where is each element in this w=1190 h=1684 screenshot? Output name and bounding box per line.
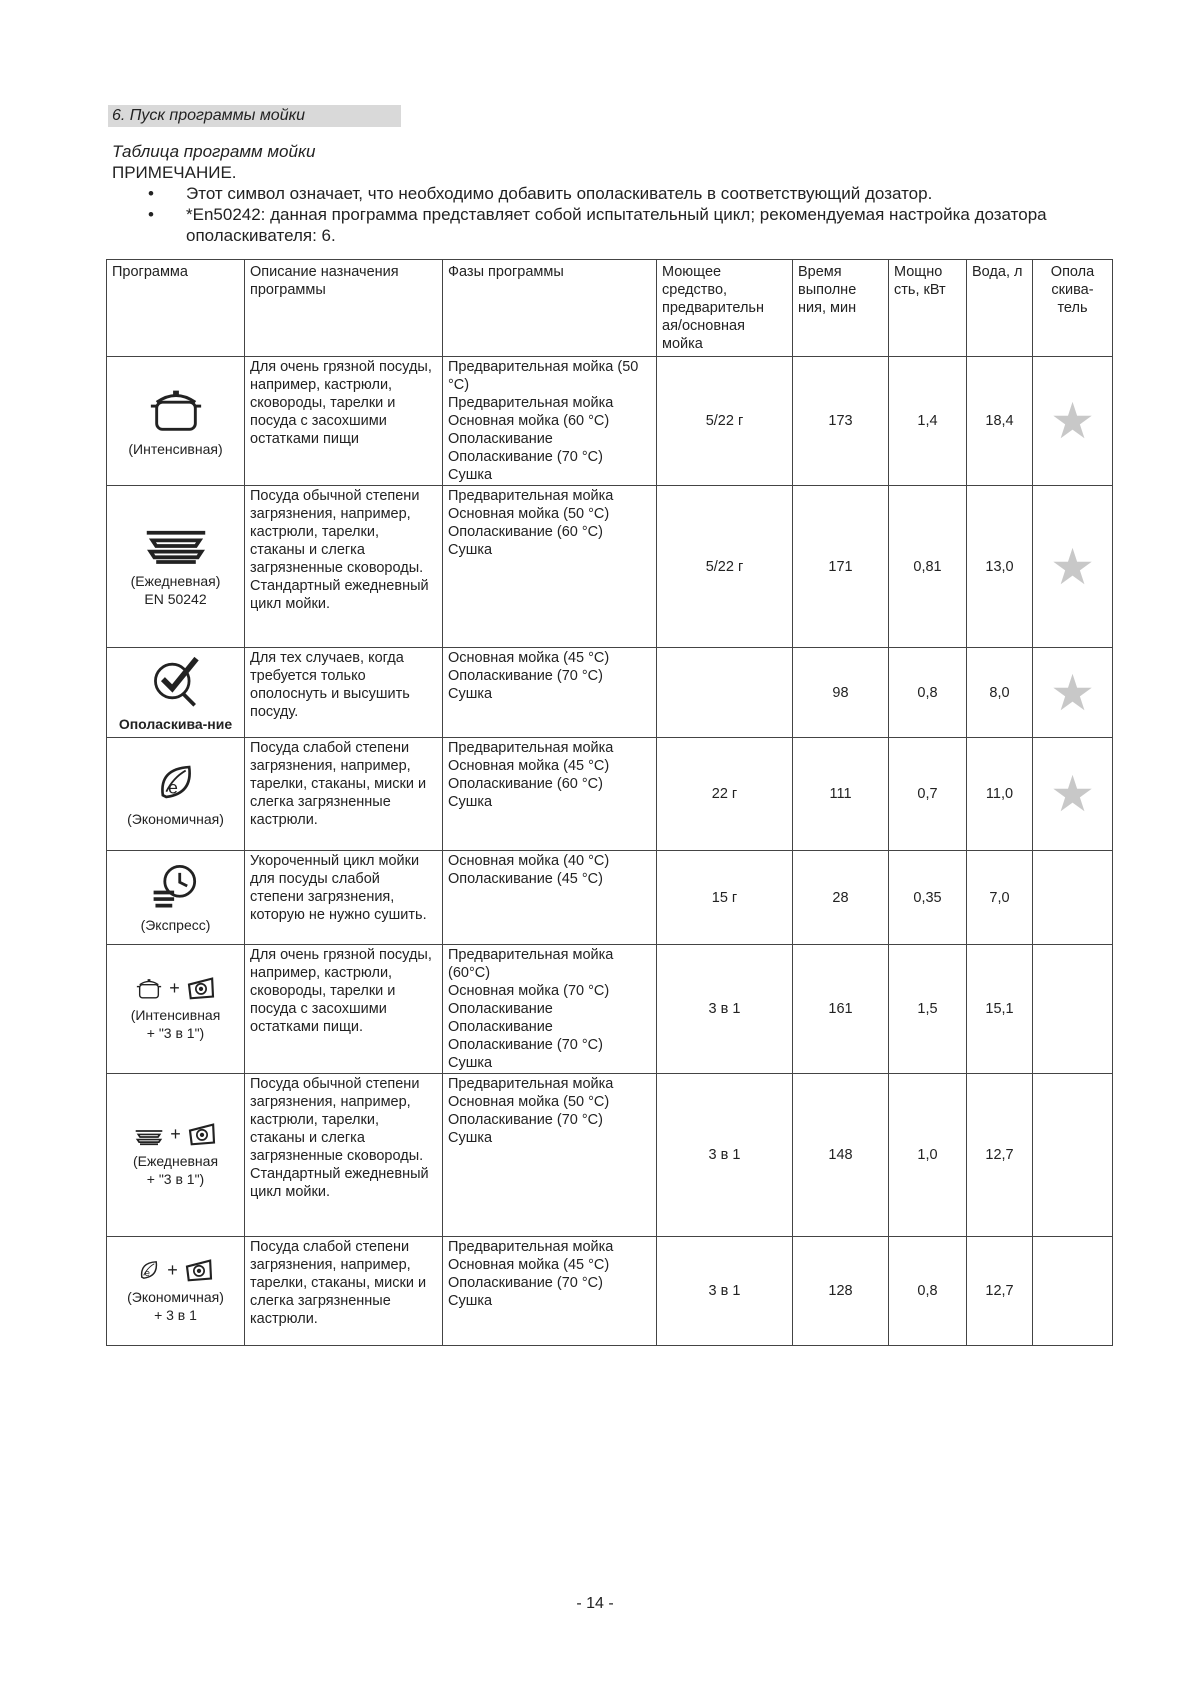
program-cell (107, 945, 245, 1074)
phase-line: Предварительная мойка (50 °C) (448, 359, 639, 393)
phase-line: Основная мойка (50 °C) (448, 1094, 610, 1110)
description-cell: Для очень грязной посуды, например, кастрюли, сковороды, тарелки и посуда с засохшими остатками пищи. (245, 945, 443, 1074)
phases-cell (443, 738, 657, 851)
program-cell (107, 851, 245, 945)
phase-line: Сушка (448, 467, 493, 483)
phases-cell (443, 1074, 657, 1237)
detergent-cell (657, 648, 793, 738)
rinse-aid-cell (1033, 486, 1113, 648)
time-cell: 173 (793, 357, 889, 486)
phase-line: Ополаскивание (70 °C) (448, 449, 603, 465)
note-item (148, 204, 1114, 246)
program-name: Ополаскива-ние (118, 715, 233, 732)
time-cell: 128 (793, 1237, 889, 1346)
phase-line: Предварительная мойка (448, 488, 614, 504)
rinse-aid-cell (1033, 1237, 1113, 1346)
water-cell: 7,0 (967, 851, 1033, 945)
table-subtitle: Таблица программ мойки (112, 142, 316, 161)
table-row (107, 1237, 1113, 1346)
phase-line: Основная мойка (40 °C) (448, 853, 610, 869)
table-header-row (107, 260, 1113, 357)
phase-line: Предварительная мойка (448, 395, 614, 411)
program-name-extra: EN 50242 (144, 590, 207, 607)
rinse-aid-cell (1033, 851, 1113, 945)
detergent-cell: 3 в 1 (657, 1237, 793, 1346)
water-cell: 12,7 (967, 1074, 1033, 1237)
detergent-cell: 15 г (657, 851, 793, 945)
time-cell: 171 (793, 486, 889, 648)
phases-cell (443, 357, 657, 486)
header-water: Вода, л (967, 260, 1033, 357)
program-name-extra: + 3 в 1 (154, 1307, 197, 1323)
svg-text:e: e (167, 777, 178, 798)
page-number: - 14 - (576, 1595, 614, 1612)
description-cell: Для тех случаев, когда требуется только ополоснуть и высушить посуду. (245, 648, 443, 738)
header-detergent: Моющее средство, предварительн ая/основная мойка (657, 260, 793, 357)
water-cell: 18,4 (967, 357, 1033, 486)
phase-line: Предварительная мойка (60°C) (448, 947, 614, 981)
note-text: *En50242: данная программа представляет собой испытательный цикл; рекомендуемая настройка дозатора ополаскивателя: 6. (186, 205, 1047, 245)
water-cell: 15,1 (967, 945, 1033, 1074)
star-icon: ★ (1050, 393, 1095, 449)
time-cell: 148 (793, 1074, 889, 1237)
phase-line: Сушка (448, 686, 493, 702)
phase-line: Ополаскивание (448, 1001, 553, 1017)
program-name: (Ежедневная) (130, 572, 221, 589)
power-cell: 1,4 (889, 357, 967, 486)
program-name: (Интенсивная (130, 1007, 221, 1023)
time-cell: 111 (793, 738, 889, 851)
phase-line: Сушка (448, 794, 493, 810)
phase-line: Основная мойка (45 °C) (448, 650, 610, 666)
phase-line: Предварительная мойка (448, 1076, 614, 1092)
power-cell: 0,35 (889, 851, 967, 945)
program-cell (107, 1074, 245, 1237)
phase-line: Сушка (448, 1130, 493, 1146)
rinse-aid-cell (1033, 945, 1113, 1074)
note-item (148, 183, 1114, 204)
pot-icon (112, 384, 239, 438)
dishes-stack-icon (112, 526, 239, 570)
phase-line: Сушка (448, 542, 493, 558)
rinse-aid-cell (1033, 357, 1113, 486)
program-cell (107, 738, 245, 851)
water-cell: 12,7 (967, 1237, 1033, 1346)
detergent-cell: 5/22 г (657, 486, 793, 648)
power-cell: 0,81 (889, 486, 967, 648)
power-cell: 0,7 (889, 738, 967, 851)
power-cell: 0,8 (889, 1237, 967, 1346)
time-cell: 28 (793, 851, 889, 945)
express-clock-icon (112, 862, 239, 914)
time-cell: 98 (793, 648, 889, 738)
header-description: Описание назначения программы (245, 260, 443, 357)
water-cell: 8,0 (967, 648, 1033, 738)
program-cell (107, 1237, 245, 1346)
detergent-cell: 5/22 г (657, 357, 793, 486)
star-icon: ★ (1050, 766, 1095, 822)
phase-line: Сушка (448, 1055, 493, 1071)
table-row (107, 945, 1113, 1074)
table-row (107, 648, 1113, 738)
programs-table (106, 259, 1113, 1346)
phase-line: Ополаскивание (60 °C) (448, 776, 603, 792)
table-row (107, 851, 1113, 945)
program-cell (107, 357, 245, 486)
table-row (107, 486, 1113, 648)
program-name: (Интенсивная) (128, 441, 223, 457)
notes-list (148, 183, 1114, 246)
phase-line: Ополаскивание (70 °C) (448, 1112, 603, 1128)
rinse-aid-cell (1033, 648, 1113, 738)
detergent-cell: 22 г (657, 738, 793, 851)
phase-line: Основная мойка (50 °C) (448, 506, 610, 522)
phase-line: Основная мойка (70 °C) (448, 983, 610, 999)
phase-line: Основная мойка (45 °C) (448, 1257, 610, 1273)
program-cell (107, 486, 245, 648)
star-icon: ★ (1050, 538, 1095, 595)
phase-line: Основная мойка (45 °C) (448, 758, 610, 774)
rinse-aid-cell (1033, 738, 1113, 851)
table-row (107, 1074, 1113, 1237)
phase-line: Ополаскивание (70 °C) (448, 668, 603, 684)
pot-plus-3in1-icon: + (112, 976, 239, 1004)
water-cell: 11,0 (967, 738, 1033, 851)
program-name: (Ежедневная (132, 1153, 219, 1169)
time-cell: 161 (793, 945, 889, 1074)
phase-line: Ополаскивание (448, 1019, 553, 1035)
star-icon: ★ (1050, 664, 1095, 721)
phases-cell (443, 486, 657, 648)
header-time: Время выполне ния, мин (793, 260, 889, 357)
power-cell: 0,8 (889, 648, 967, 738)
eco-plus-3in1-icon: e + (112, 1258, 239, 1286)
header-power: Мощно сть, кВт (889, 260, 967, 357)
phase-line: Ополаскивание (70 °C) (448, 1275, 603, 1291)
eco-leaf-icon (112, 760, 239, 808)
phases-cell (443, 945, 657, 1074)
svg-text:e: e (144, 1268, 151, 1280)
program-name-extra: + "3 в 1") (146, 1025, 205, 1041)
power-cell: 1,5 (889, 945, 967, 1074)
description-cell: Посуда слабой степени загрязнения, например, тарелки, стаканы, миски и слегка загрязненные кастрюли. (245, 1237, 443, 1346)
phase-line: Ополаскивание (45 °C) (448, 871, 603, 887)
description-cell: Посуда слабой степени загрязнения, например, тарелки, стаканы, миски и слегка загрязненные кастрюли. (245, 738, 443, 851)
rinse-aid-cell (1033, 1074, 1113, 1237)
detergent-cell: 3 в 1 (657, 945, 793, 1074)
note-heading: ПРИМЕЧАНИЕ. (112, 163, 237, 182)
bullet: • (148, 205, 154, 224)
section-title: 6. Пуск программы мойки (108, 105, 401, 127)
note-text: Этот символ означает, что необходимо добавить ополаскиватель в соответствующий дозатор. (186, 184, 933, 203)
phase-line: Основная мойка (60 °C) (448, 413, 610, 429)
program-name-extra: + "3 в 1") (146, 1171, 205, 1187)
header-rinse-aid: Опола скива-тель (1033, 260, 1113, 357)
program-cell (107, 648, 245, 738)
phase-line: Предварительная мойка (448, 740, 614, 756)
dishes-plus-3in1-icon: + (112, 1122, 239, 1150)
phases-cell (443, 851, 657, 945)
header-phases: Фазы программы (443, 260, 657, 357)
rinse-check-icon (112, 653, 239, 713)
program-name: (Экономичная) (127, 811, 224, 827)
detergent-cell: 3 в 1 (657, 1074, 793, 1237)
table-row (107, 357, 1113, 486)
description-cell: Для очень грязной посуды, например, кастрюли, сковороды, тарелки и посуда с засохшими остатками пищи (245, 357, 443, 486)
table-row (107, 738, 1113, 851)
description-cell: Укороченный цикл мойки для посуды слабой степени загрязнения, которую не нужно сушить. (245, 851, 443, 945)
phase-line: Сушка (448, 1293, 493, 1309)
description-cell: Посуда обычной степени загрязнения, например, кастрюли, тарелки, стаканы и слегка загрязненные сковороды. Стандартный ежедневный цикл мойки. (245, 1074, 443, 1237)
bullet: • (148, 184, 154, 203)
phases-cell (443, 1237, 657, 1346)
water-cell: 13,0 (967, 486, 1033, 648)
program-name: (Экспресс) (140, 916, 211, 933)
phase-line: Предварительная мойка (448, 1239, 614, 1255)
program-name: (Экономичная) (127, 1289, 224, 1305)
header-program: Программа (107, 260, 245, 357)
phase-line: Ополаскивание (60 °C) (448, 524, 603, 540)
description-cell: Посуда обычной степени загрязнения, например, кастрюли, тарелки, стаканы и слегка загрязненные сковороды. Стандартный ежедневный цикл мойки. (245, 486, 443, 648)
phases-cell (443, 648, 657, 738)
phase-line: Ополаскивание (70 °C) (448, 1037, 603, 1053)
phase-line: Ополаскивание (448, 431, 553, 447)
power-cell: 1,0 (889, 1074, 967, 1237)
